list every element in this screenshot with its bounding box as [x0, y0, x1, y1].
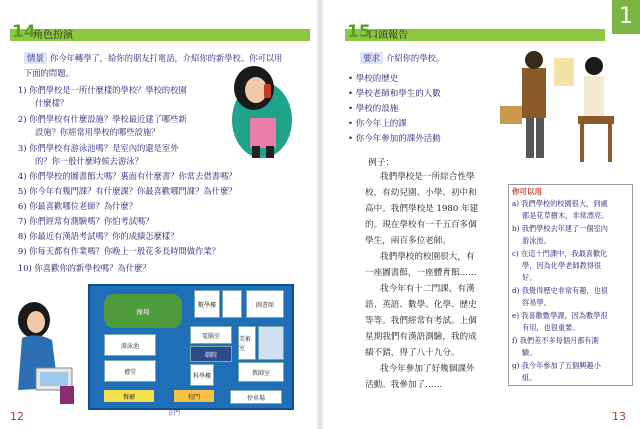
request-text: 介紹你的學校。: [386, 53, 445, 63]
question-line: 設施？你經常用學校的哪些設施？: [35, 127, 160, 137]
question-line: 8) 你最近有漢語考試嗎？你的成績怎麼樣？: [18, 231, 179, 241]
example-line: 我今年有十二門課，有漢: [380, 284, 475, 294]
question-line: 1) 你們學校是一所什麼樣的學校？學校的校園: [18, 85, 187, 95]
situation-tag: 情景: [24, 52, 47, 64]
example-line: 我們學校是一所綜合性學: [380, 172, 475, 182]
phrase-line: 驗。: [522, 348, 537, 357]
phrase-line: e) 我喜歡數學課，因為數學很: [512, 311, 608, 320]
school-map: [88, 284, 294, 410]
map-gate-label: 正門: [168, 410, 181, 417]
map-room: 電腦室: [190, 326, 232, 344]
bullet-item: • 學校的歷史: [348, 74, 399, 84]
example-line: 績不錯，得了八十九分。: [365, 348, 460, 358]
map-room: 游泳池: [104, 334, 156, 356]
phrase-line: 組。: [522, 373, 537, 382]
example-line: 活動。我參加了……: [365, 380, 443, 390]
bullet-item: • 學校的設施: [348, 104, 399, 114]
section-number: 15: [347, 22, 371, 42]
question-line: 10) 你喜歡你的新學校嗎？為什麼？: [18, 263, 151, 273]
question-line: 7) 你們經常有測驗嗎？你怕考試嗎？: [18, 216, 154, 226]
page-number-left: 12: [10, 410, 24, 423]
phrase-line: 游泳池。: [522, 236, 551, 245]
chapter-tab: 1: [612, 0, 640, 34]
map-room: 校門: [174, 390, 214, 402]
map-room: 禮堂: [104, 360, 156, 382]
map-room: [258, 326, 284, 360]
question-line: 4) 你們學校的圖書館大嗎？裏面有什麼書？你常去借書嗎？: [18, 171, 237, 181]
example-line: 校，有幼兒園、小學、初中和: [365, 188, 477, 198]
phrase-line: 學，因為化學老師教得很: [522, 261, 602, 270]
bullet-item: • 學校老師和學生的人數: [348, 89, 441, 99]
phrase-line: a) 我們學校的校園很大，到處: [512, 199, 608, 208]
section-title: 角色扮演: [33, 30, 73, 41]
bullet-item: • 你今年上的課: [348, 119, 407, 129]
phrase-line: 好。: [522, 273, 537, 282]
example-line: 星期我們有漢語測驗，我的成: [365, 332, 477, 342]
example-line: 我今年參加了好幾個課外: [380, 364, 475, 374]
map-room: 圖書館: [246, 290, 284, 318]
girl-with-laptop-illustration: [6, 298, 86, 404]
request-line: [360, 52, 444, 64]
question-line: 6) 你最喜歡哪位老師？為什麼？: [18, 201, 138, 211]
example-line: 語、英語、數學、化學、歷史: [365, 300, 477, 310]
section-number: 14: [12, 22, 36, 42]
question-line: 9) 你每天都有作業嗎？你晚上一般花多長時間做作業？: [18, 246, 220, 256]
example-line: 一座圖書館，一座體育館……: [365, 268, 477, 278]
map-room: 停車場: [230, 390, 282, 404]
map-room: [222, 290, 242, 318]
map-room: 教師室: [238, 362, 284, 382]
phrase-line: 有用，也很重要。: [522, 323, 580, 332]
question-line: 3) 你們學校有游泳池嗎？是室內的還是室外: [18, 143, 179, 153]
map-room: 劇院: [190, 346, 232, 362]
map-room: 餐廳: [104, 390, 154, 402]
question-line: 什麼樣？: [35, 98, 69, 108]
question-line: 5) 你今年有幾門課？有什麼課？你最喜歡哪門課？為什麼？: [18, 186, 237, 196]
page-number-right: 13: [612, 410, 626, 423]
book-spine: [316, 0, 324, 429]
map-room: 美術室: [238, 326, 256, 360]
bullet-item: • 你今年參加的課外活動: [348, 134, 441, 144]
example-line: 高中。我們學校是 1980 年建: [365, 204, 479, 214]
map-room: 科學樓: [190, 364, 214, 386]
situation-text: 你今年轉學了，給你的朋友打電話，介紹你的新學校。你可以用: [50, 53, 283, 63]
phrase-line: b) 我們學校去年建了一個室內: [512, 224, 608, 233]
girl-on-phone-illustration: [222, 60, 300, 160]
situation-text-2: 下面的問題。: [24, 68, 74, 78]
phrase-line: d) 我覺得歷史非常有趣，也很: [512, 286, 608, 295]
request-tag: 要求: [360, 52, 383, 64]
example-line: 學生，兩百多位老師。: [365, 236, 451, 246]
example-line: 的。現在學校有一千五百多個: [365, 220, 477, 230]
question-line: 的？你一般什麼時候去游泳？: [35, 156, 143, 166]
phrase-line: 都是花草樹木，非常漂亮。: [522, 211, 609, 220]
phrase-line: g) 我今年參加了五個興趣小: [512, 361, 601, 370]
example-line: 等等。我們經常有考試。上個: [365, 316, 477, 326]
section-title: 口頭報告: [368, 30, 408, 41]
map-room: 操場: [104, 294, 182, 328]
people-illustration: [496, 46, 628, 172]
map-room: 數學樓: [194, 290, 220, 318]
phrase-line: 容易學。: [522, 298, 551, 307]
question-line: 2) 你們學校有什麼設施？學校最近建了哪些新: [18, 114, 187, 124]
example-line: 我們學校的校園很大，有: [380, 252, 475, 262]
phrase-line: f) 我們差不多每個月都有測: [512, 336, 599, 345]
useful-phrases-title: 你可以用: [512, 187, 542, 196]
phrase-line: c) 在這十門課中，我最喜歡化: [512, 249, 608, 258]
example-label: 例子：: [368, 158, 395, 168]
